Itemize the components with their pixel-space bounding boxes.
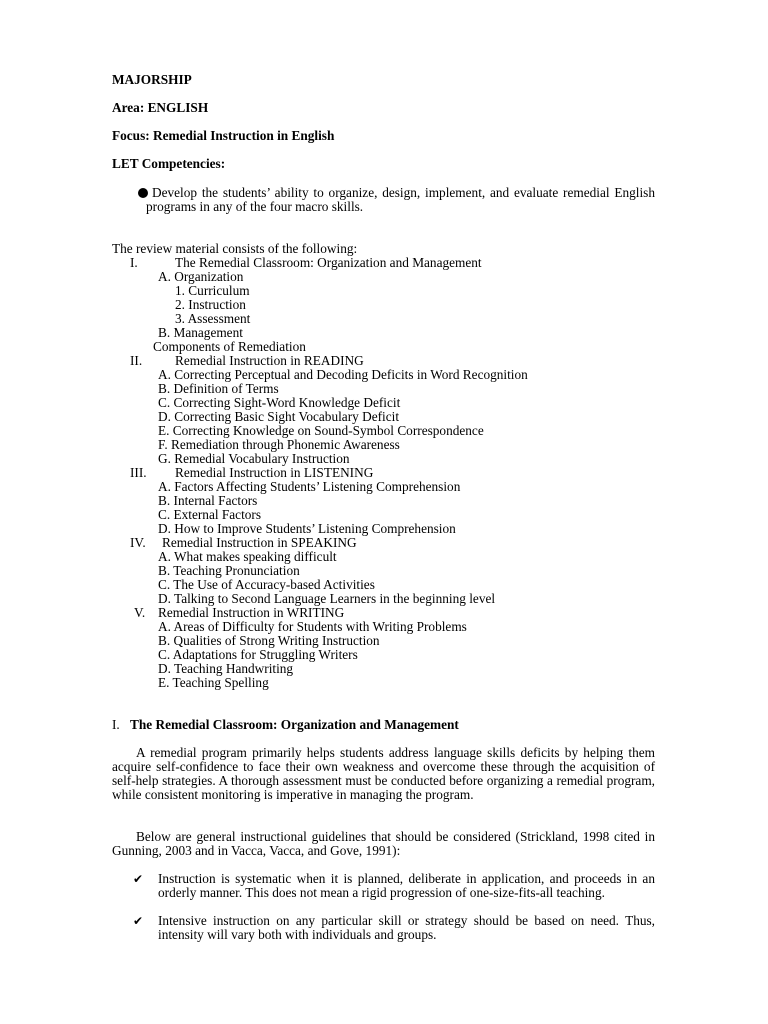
outline-section-title: Remedial Instruction in WRITING [158,605,345,620]
area-heading: Area: ENGLISH [112,100,209,115]
competencies-heading: LET Competencies: [112,156,226,171]
outline-item: C. Correcting Sight-Word Knowledge Deficit [158,395,401,410]
outline-item: A. What makes speaking difficult [158,549,337,564]
outline-item: E. Correcting Knowledge on Sound-Symbol Correspondence [158,423,484,438]
outline-num: V. [134,605,146,620]
outline-item: B. Management [158,325,243,340]
outline-item: Components of Remediation [153,339,306,354]
section-title: The Remedial Classroom: Organization and Management [130,717,459,732]
check-item-text: Instruction is systematic when it is planned, deliberate in application, and proceeds in an orderly manner. This does not mean a rigid progression of one-size-fits-all teaching. [158,871,655,900]
competency-text: Develop the students’ ability to organize, design, implement, and evaluate remedial English programs in any of the four macro skills. [146,185,655,214]
outline-subitem: 2. Instruction [175,297,246,312]
check-list-item [133,914,655,942]
section-num: I. [112,717,120,732]
outline-subitem: 1. Curriculum [175,283,250,298]
check-list-item [133,872,655,900]
focus-heading: Focus: Remedial Instruction in English [112,128,335,143]
outline-item: D. How to Improve Students’ Listening Comprehension [158,521,456,536]
outline-item: B. Qualities of Strong Writing Instruction [158,633,380,648]
paragraph-text: Below are general instructional guidelines that should be considered (Strickland, 1998 cited in Gunning, 2003 and in Vacca, Vacca, and Gove, 1991): [112,829,655,858]
competency-item [146,186,655,214]
paragraph-text: A remedial program primarily helps students address language skills deficits by helping them acquire self-confidence to face their own weakness and overcome these through the acquisition of self-help strategies. A thorough assessment must be conducted before organizing a remedial program, while consistent monitoring is imperative in managing the program. [112,745,655,802]
check-icon: ✔ [133,872,144,886]
outline-item: G. Remedial Vocabulary Instruction [158,451,350,466]
outline-num: II. [130,353,143,368]
outline-section-title: Remedial Instruction in READING [175,353,364,368]
outline-item: D. Talking to Second Language Learners in the beginning level [158,591,496,606]
majorship-heading: MAJORSHIP [112,72,192,87]
outline-item: D. Teaching Handwriting [158,661,294,676]
outline-item: A. Areas of Difficulty for Students with Writing Problems [158,619,467,634]
check-icon: ✔ [133,914,144,928]
outline-intro: The review material consists of the following: [112,241,358,256]
outline-item: B. Teaching Pronunciation [158,563,300,578]
paragraph [112,830,655,858]
outline-num: IV. [130,535,146,550]
outline-item: A. Organization [158,269,244,284]
bullet-icon [138,188,148,198]
outline-section-title: Remedial Instruction in LISTENING [175,465,374,480]
outline-item: C. External Factors [158,507,262,522]
outline-item: A. Factors Affecting Students’ Listening Comprehension [158,479,461,494]
outline-item: F. Remediation through Phonemic Awareness [158,437,400,452]
outline-item: B. Internal Factors [158,493,258,508]
outline-item: A. Correcting Perceptual and Decoding Deficits in Word Recognition [158,367,528,382]
outline-section-title: Remedial Instruction in SPEAKING [162,535,357,550]
outline-item: D. Correcting Basic Sight Vocabulary Deficit [158,409,400,424]
outline-item: B. Definition of Terms [158,381,279,396]
outline-item: E. Teaching Spelling [158,675,269,690]
outline-section-title: The Remedial Classroom: Organization and Management [175,255,482,270]
paragraph [112,746,655,802]
outline-num: I. [130,255,138,270]
outline-subitem: 3. Assessment [175,311,251,326]
outline-item: C. Adaptations for Struggling Writers [158,647,358,662]
outline-item: C. The Use of Accuracy-based Activities [158,577,375,592]
check-item-text: Intensive instruction on any particular skill or strategy should be based on need. Thus, intensity will vary both with individuals and groups. [158,913,655,942]
outline-num: III. [130,465,147,480]
